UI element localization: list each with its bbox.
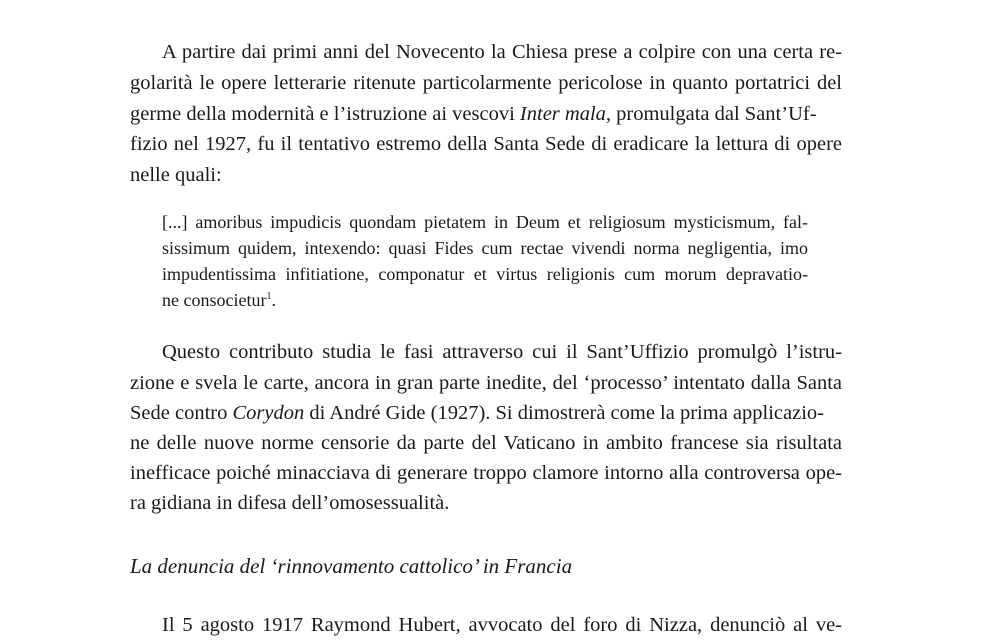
quote-line: ne consocietur$^1$. xyxy=(162,290,276,310)
text-line: inefficace poiché minacciava di generare troppo clamore intorno alla controversa ope- xyxy=(130,462,842,484)
text-line: ra gidiana in difesa dell’omosessualità. xyxy=(130,492,450,514)
italic-title: Inter mala, xyxy=(519,103,612,125)
text-line: Sede contro Corydon di André Gide (1927). Si dimostrerà come la prima applicazio- xyxy=(130,402,824,424)
section-heading: La denuncia del ‘rinnovamento cattolico’ in Francia xyxy=(130,554,573,578)
italic-title: Corydon xyxy=(232,402,305,424)
text-line: nelle quali: xyxy=(130,164,222,186)
footnote-ref[interactable]: 1 xyxy=(266,291,272,302)
text-line: golarità le opere letterarie ritenute particolarmente pericolose in quanto portatrici del xyxy=(130,72,842,94)
text-line: Il 5 agosto 1917 Raymond Hubert, avvocato del foro di Nizza, denunciò al ve- xyxy=(162,614,842,636)
text-line: ne delle nuove norme censorie da parte del Vaticano in ambito francese sia risultata xyxy=(130,432,842,454)
quote-line: sissimum quidem, intexendo: quasi Fides cum rectae vivendi norma negligentia, imo xyxy=(162,238,808,258)
quote-line: impudentissima infitiatione, componatur et virtus religionis cum morum depravatio- xyxy=(162,264,808,284)
quote-line: [...] amoribus impudicis quondam pietatem in Deum et religiosum mysticismum, fal- xyxy=(162,212,808,232)
text-line: A partire dai primi anni del Novecento la Chiesa prese a colpire con una certa re- xyxy=(162,41,842,63)
text-line: zione e svela le carte, ancora in gran parte inedite, del ‘processo’ intentato dalla Santa xyxy=(130,372,842,394)
text-line: fizio nel 1927, fu il tentativo estremo della Santa Sede di eradicare la lettura di opere xyxy=(130,133,842,155)
text-line: germe della modernità e l’istruzione ai vescovi Inter mala, promulgata dal Sant’Uf- xyxy=(130,103,817,125)
text-line: Questo contributo studia le fasi attraverso cui il Sant’Uffizio promulgò l’istru- xyxy=(162,341,842,363)
